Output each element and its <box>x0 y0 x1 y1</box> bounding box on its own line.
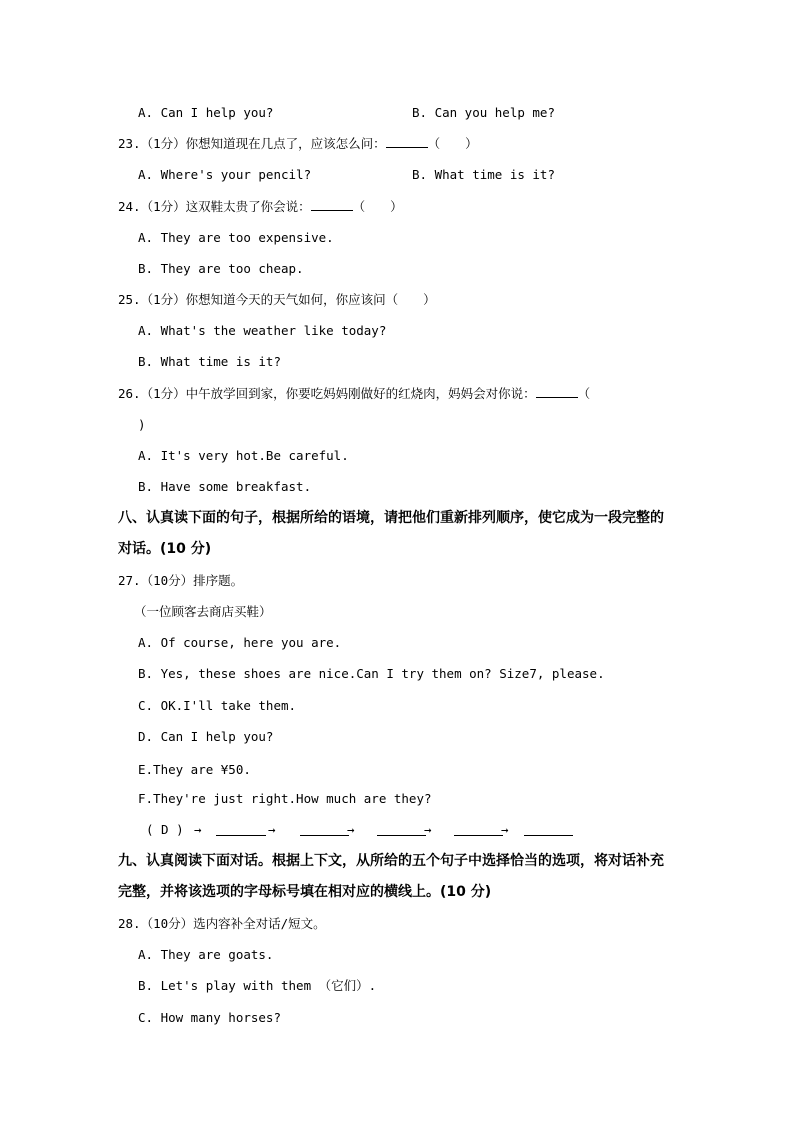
q23-option-b: B. What time is it? <box>412 167 555 182</box>
sequence-blank-2[interactable] <box>300 835 349 836</box>
answer-blank[interactable] <box>536 386 578 398</box>
sequence-start: ( D ) <box>146 822 184 837</box>
question-26-close-paren: ) <box>138 417 146 432</box>
arrow-icon: → <box>268 822 276 837</box>
section-9-heading-line2: 完整，并将该选项的字母标号填在相对应的横线上。(10 分) <box>118 884 492 900</box>
section-8-heading-line1: 八、认真读下面的句子，根据所给的语境，请把他们重新排列顺序，使它成为一段完整的 <box>118 510 664 526</box>
q27-option-c: C. OK.I'll take them. <box>138 698 297 713</box>
question-25: 25.（1分）你想知道今天的天气如何，你应该问（ ） <box>118 292 436 307</box>
q25-option-a: A. What's the weather like today? <box>138 323 387 338</box>
answer-blank[interactable] <box>311 199 353 211</box>
section-9-heading-line1: 九、认真阅读下面对话。根据上下文，从所给的五个句子中选择恰当的选项，将对话补充 <box>118 853 664 869</box>
q27-option-d: D. Can I help you? <box>138 729 274 744</box>
q27-option-b: B. Yes, these shoes are nice.Can I try them on? Size7, please. <box>138 666 605 681</box>
q27-option-f: F.They're just right.How much are they? <box>138 791 432 806</box>
q22-option-b: B. Can you help me? <box>412 105 555 120</box>
q25-option-b: B. What time is it? <box>138 354 281 369</box>
sequence-blank-3[interactable] <box>377 835 426 836</box>
arrow-icon: → <box>347 822 355 837</box>
arrow-icon: → <box>194 822 202 837</box>
q28-option-a: A. They are goats. <box>138 947 274 962</box>
question-26: 26.（1分）中午放学回到家，你要吃妈妈刚做好的红烧肉，妈妈会对你说： （ <box>118 386 591 401</box>
q27-option-a: A. Of course, here you are. <box>138 635 342 650</box>
q27-option-e: E.They are ¥50. <box>138 762 251 777</box>
question-27-context: （一位顾客去商店买鞋） <box>134 604 272 619</box>
sequence-blank-4[interactable] <box>454 835 503 836</box>
q26-option-a: A. It's very hot.Be careful. <box>138 448 349 463</box>
arrow-icon: → <box>424 822 432 837</box>
answer-blank[interactable] <box>386 136 428 148</box>
q24-option-a: A. They are too expensive. <box>138 230 334 245</box>
q26-option-b: B. Have some breakfast. <box>138 479 312 494</box>
question-28-title: 28.（10分）选内容补全对话/短文。 <box>118 916 326 931</box>
q22-option-a: A. Can I help you? <box>138 105 274 120</box>
section-8-heading-line2: 对话。(10 分) <box>118 541 212 557</box>
q23-option-a: A. Where's your pencil? <box>138 167 312 182</box>
question-23: 23.（1分）你想知道现在几点了，应该怎么问： （ ） <box>118 136 478 151</box>
sequence-blank-5[interactable] <box>524 835 573 836</box>
question-24: 24.（1分）这双鞋太贵了你会说： （ ） <box>118 199 403 214</box>
q28-option-c: C. How many horses? <box>138 1010 281 1025</box>
question-27-title: 27.（10分）排序题。 <box>118 573 244 588</box>
arrow-icon: → <box>501 822 509 837</box>
q28-option-b: B. Let's play with them （它们）. <box>138 978 377 993</box>
sequence-blank-1[interactable] <box>216 835 266 836</box>
q24-option-b: B. They are too cheap. <box>138 261 304 276</box>
